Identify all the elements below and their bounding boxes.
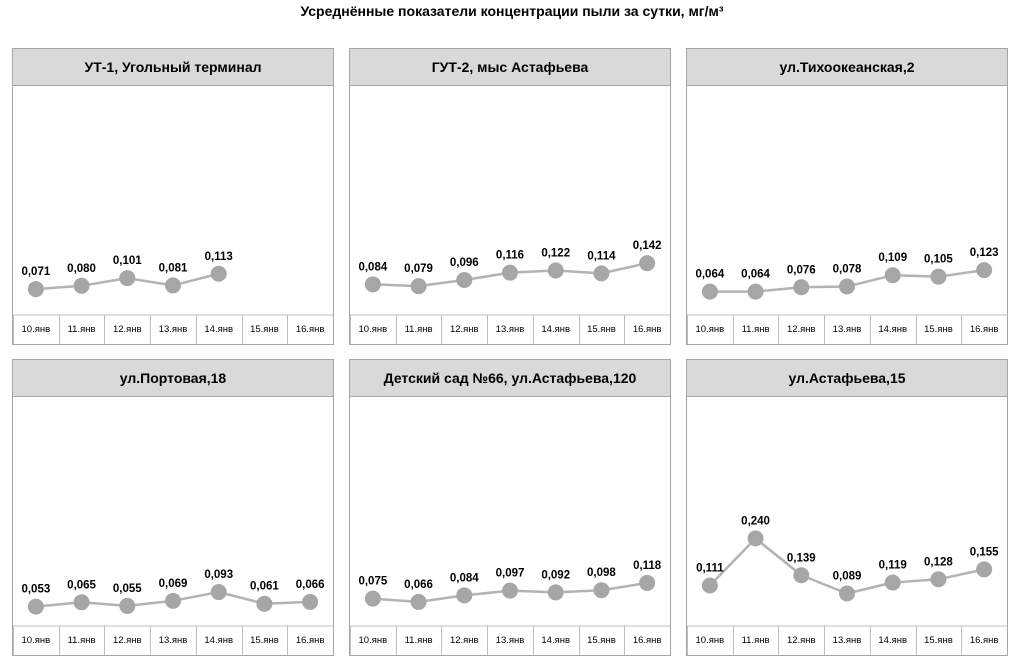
x-tick-label: 13.янв	[158, 635, 188, 646]
data-point	[976, 262, 992, 278]
x-tick-label: 15.янв	[250, 635, 279, 646]
data-label: 0,080	[67, 262, 96, 275]
data-label: 0,069	[158, 577, 188, 590]
data-point	[365, 276, 381, 292]
data-point	[548, 262, 564, 278]
data-point	[593, 265, 609, 281]
x-tick-label: 15.янв	[924, 635, 953, 646]
data-label: 0,089	[832, 570, 862, 583]
data-label: 0,061	[250, 580, 279, 593]
data-label: 0,084	[358, 261, 388, 274]
chart-title: Детский сад №66, ул.Астафьева,120	[350, 360, 670, 397]
line-chart	[13, 397, 333, 655]
x-tick-label: 10.янв	[358, 324, 388, 335]
chart-panel-tikhookeanskaya	[686, 48, 1008, 345]
data-label: 0,101	[112, 255, 142, 268]
data-point	[702, 284, 718, 300]
data-point	[165, 593, 181, 609]
data-point	[839, 279, 855, 295]
x-tick-label: 15.янв	[587, 635, 616, 646]
data-label: 0,097	[495, 567, 525, 580]
x-tick-label: 11.янв	[741, 635, 770, 646]
x-tick-label: 11.янв	[404, 635, 433, 646]
chart-panel-ut1	[12, 48, 334, 345]
data-point	[793, 279, 809, 295]
x-tick-label: 16.янв	[969, 324, 999, 335]
data-label: 0,066	[404, 578, 433, 591]
x-tick-label: 12.янв	[786, 635, 816, 646]
chart-plot-area	[687, 397, 1007, 655]
data-label: 0,096	[449, 256, 479, 269]
data-point	[211, 584, 227, 600]
data-label: 0,064	[695, 268, 725, 281]
chart-panel-astafyeva-15	[686, 359, 1008, 656]
x-tick-label: 15.янв	[250, 324, 279, 335]
chart-panel-portovaya	[12, 359, 334, 656]
data-label: 0,113	[204, 250, 233, 263]
data-point	[930, 571, 946, 587]
data-label: 0,142	[632, 240, 662, 253]
data-point	[74, 278, 90, 294]
x-tick-label: 10.янв	[358, 635, 388, 646]
x-tick-label: 14.янв	[204, 635, 234, 646]
data-label: 0,122	[541, 247, 571, 260]
x-tick-label: 15.янв	[587, 324, 616, 335]
chart-plot-area	[687, 86, 1007, 344]
data-label: 0,105	[924, 253, 953, 266]
chart-plot-area	[13, 397, 333, 655]
x-tick-label: 13.янв	[832, 635, 862, 646]
data-point	[211, 266, 227, 282]
data-label: 0,055	[112, 582, 142, 595]
x-tick-label: 14.янв	[204, 324, 234, 335]
data-point	[639, 575, 655, 591]
data-label: 0,155	[969, 546, 999, 559]
x-tick-label: 14.янв	[541, 324, 571, 335]
data-point	[74, 594, 90, 610]
data-point	[976, 561, 992, 577]
chart-panel-kindergarten-66	[349, 359, 671, 656]
data-point	[165, 277, 181, 293]
data-point	[839, 586, 855, 602]
data-label: 0,064	[741, 268, 770, 281]
data-point	[885, 575, 901, 591]
x-tick-label: 11.янв	[67, 324, 96, 335]
x-tick-label: 11.янв	[67, 635, 96, 646]
data-point	[639, 255, 655, 271]
x-tick-label: 14.янв	[541, 635, 571, 646]
x-tick-label: 15.янв	[924, 324, 953, 335]
line-chart	[350, 86, 670, 344]
data-point	[548, 584, 564, 600]
data-label: 0,084	[449, 572, 479, 585]
page-title: Усреднённые показатели концентрации пыли за сутки, мг/м³	[300, 3, 724, 19]
data-label: 0,079	[404, 263, 433, 276]
x-tick-label: 10.янв	[21, 635, 51, 646]
data-point	[28, 281, 44, 297]
data-label: 0,118	[633, 559, 662, 572]
data-label: 0,093	[204, 569, 234, 582]
chart-title: ул.Тихоокеанская,2	[687, 49, 1007, 86]
chart-plot-area	[13, 86, 333, 344]
data-label: 0,075	[358, 575, 388, 588]
data-label: 0,065	[67, 579, 96, 592]
data-point	[456, 587, 472, 603]
chart-title: ул.Астафьева,15	[687, 360, 1007, 397]
data-label: 0,109	[878, 252, 908, 265]
x-tick-label: 13.янв	[495, 635, 525, 646]
data-point	[456, 272, 472, 288]
x-tick-label: 12.янв	[449, 635, 479, 646]
chart-plot-area	[350, 86, 670, 344]
data-label: 0,071	[21, 266, 51, 279]
x-tick-label: 12.янв	[786, 324, 816, 335]
data-point	[502, 265, 518, 281]
data-point	[930, 269, 946, 285]
chart-title: УТ-1, Угольный терминал	[13, 49, 333, 86]
data-label: 0,123	[969, 247, 999, 260]
line-chart	[13, 86, 333, 344]
x-tick-label: 16.янв	[969, 635, 999, 646]
chart-plot-area	[350, 397, 670, 655]
data-point	[702, 577, 718, 593]
x-tick-label: 13.янв	[158, 324, 188, 335]
x-tick-label: 16.янв	[295, 324, 325, 335]
data-point	[885, 267, 901, 283]
data-point	[793, 567, 809, 583]
data-label: 0,092	[541, 569, 571, 582]
x-tick-label: 14.янв	[878, 324, 908, 335]
data-point	[593, 582, 609, 598]
x-tick-label: 16.янв	[632, 324, 662, 335]
x-tick-label: 12.янв	[449, 324, 479, 335]
data-point	[365, 591, 381, 607]
data-point	[411, 594, 427, 610]
chart-title: ул.Портовая,18	[13, 360, 333, 397]
data-point	[502, 583, 518, 599]
data-label: 0,053	[21, 583, 51, 596]
data-label: 0,111	[696, 562, 724, 575]
data-label: 0,119	[878, 559, 907, 572]
data-point	[748, 284, 764, 300]
data-label: 0,114	[587, 250, 616, 263]
x-tick-label: 16.янв	[632, 635, 662, 646]
data-point	[119, 270, 135, 286]
x-tick-label: 11.янв	[404, 324, 433, 335]
line-chart	[350, 397, 670, 655]
data-label: 0,139	[786, 552, 816, 565]
x-tick-label: 13.янв	[832, 324, 862, 335]
x-tick-label: 11.янв	[741, 324, 770, 335]
data-label: 0,128	[924, 556, 953, 569]
data-point	[28, 599, 44, 615]
data-label: 0,116	[495, 249, 525, 262]
data-point	[256, 596, 272, 612]
data-point	[302, 594, 318, 610]
data-label: 0,066	[295, 578, 325, 591]
x-tick-label: 12.янв	[112, 635, 142, 646]
x-tick-label: 10.янв	[695, 635, 725, 646]
x-tick-label: 14.янв	[878, 635, 908, 646]
data-point	[411, 278, 427, 294]
x-tick-label: 13.янв	[495, 324, 525, 335]
data-label: 0,081	[158, 262, 188, 275]
data-label: 0,240	[741, 515, 770, 528]
data-point	[748, 530, 764, 546]
x-tick-label: 12.янв	[112, 324, 142, 335]
x-tick-label: 10.янв	[21, 324, 51, 335]
data-point	[119, 598, 135, 614]
chart-panel-gut2	[349, 48, 671, 345]
data-label: 0,098	[587, 567, 616, 580]
data-label: 0,078	[832, 263, 862, 276]
data-label: 0,076	[786, 264, 816, 277]
x-tick-label: 10.янв	[695, 324, 725, 335]
x-tick-label: 16.янв	[295, 635, 325, 646]
chart-title: ГУТ-2, мыс Астафьева	[350, 49, 670, 86]
line-chart	[687, 86, 1007, 344]
line-chart	[687, 397, 1007, 655]
